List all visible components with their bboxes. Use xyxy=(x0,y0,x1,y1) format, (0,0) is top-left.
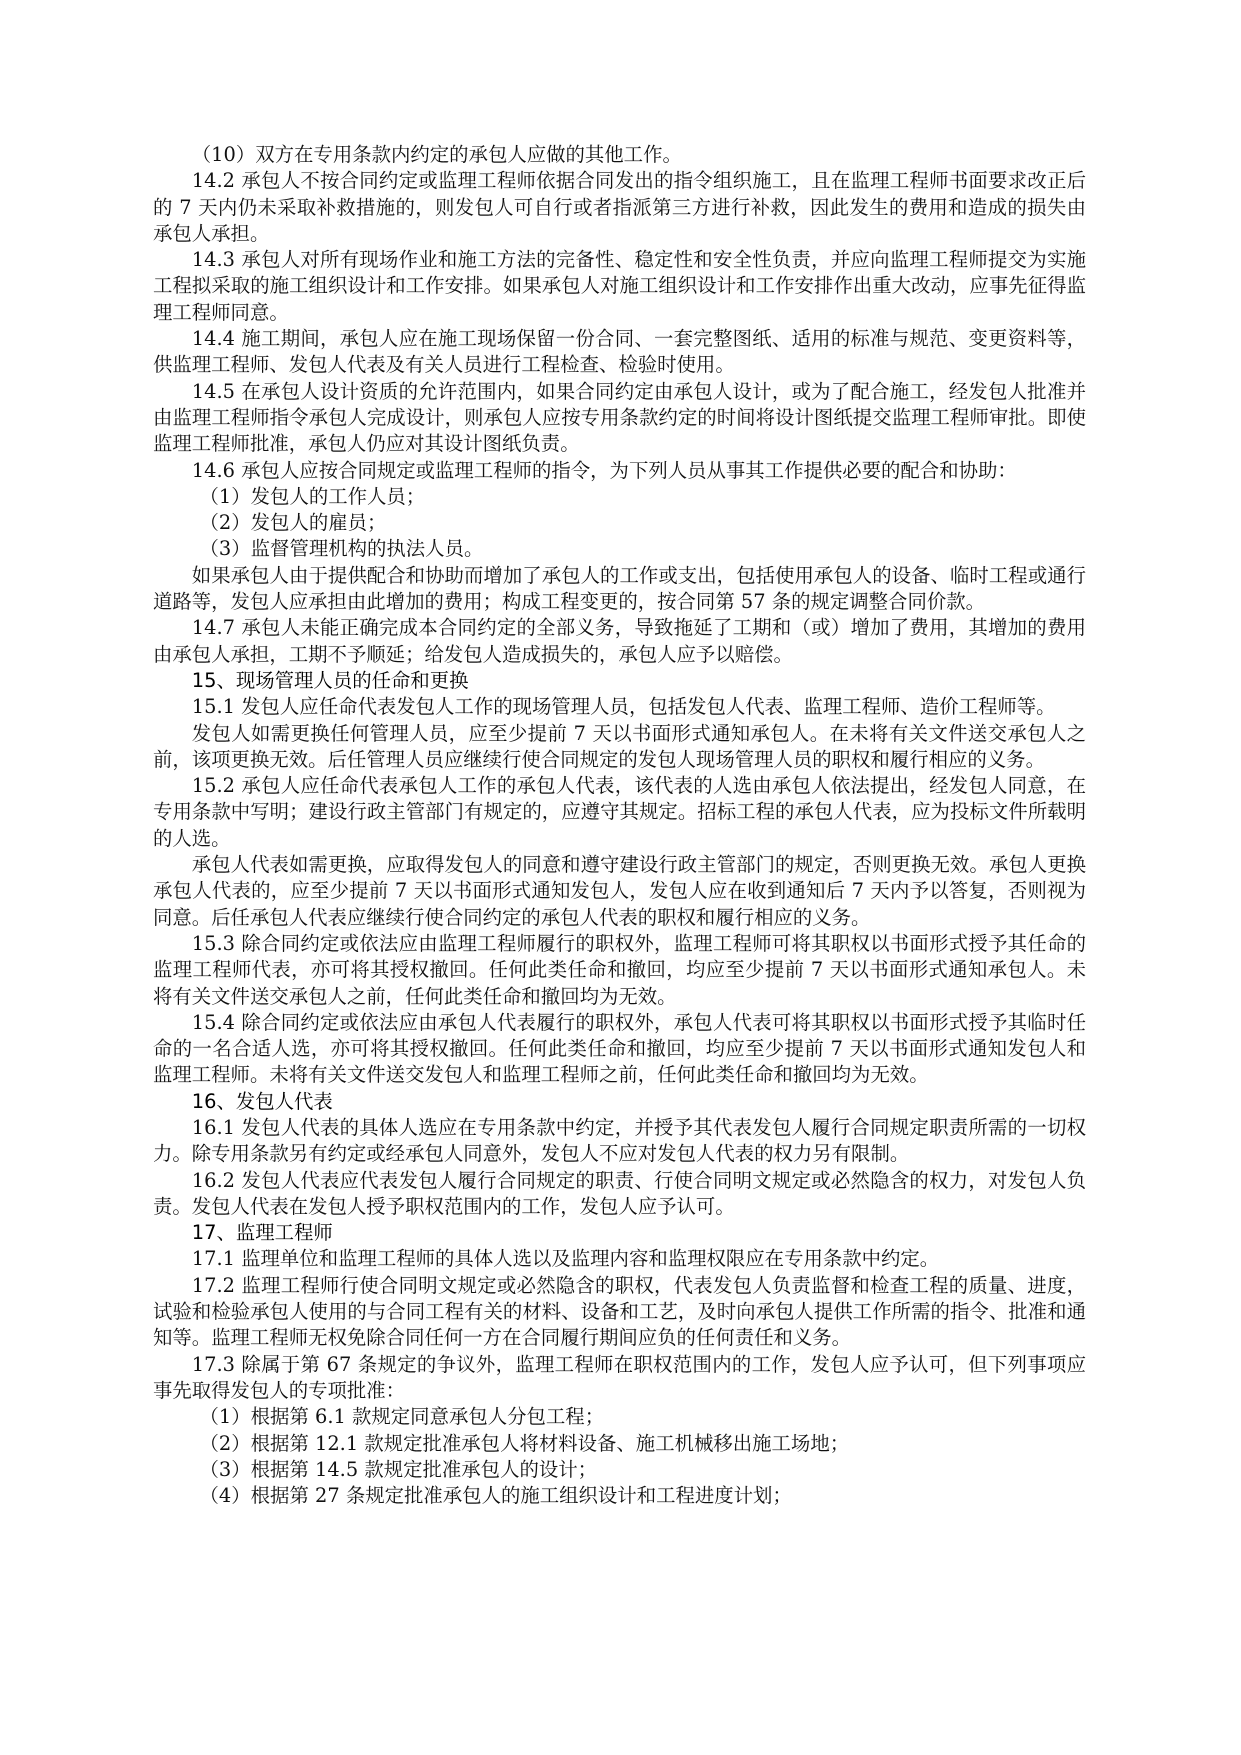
paragraph: 14.2 承包人不按合同约定或监理工程师依据合同发出的指令组织施工，且在监理工程师书面要求改正后的 7 天内仍未采取补救措施的，则发包人可自行或者指派第三方进行补救，因此发生的费用和造成的损失由承包人承担。 xyxy=(153,169,1086,245)
document-page xyxy=(153,142,1086,1509)
paragraph: 14.5 在承包人设计资质的允许范围内，如果合同约定由承包人设计，或为了配合施工，经发包人批准并由监理工程师指令承包人完成设计，则承包人应按专用条款约定的时间将设计图纸提交监理工程师审批。即使监理工程师批准，承包人仍应对其设计图纸负责。 xyxy=(153,379,1086,456)
list-item: （3）根据第 14.5 款规定批准承包人的设计； xyxy=(199,1457,598,1481)
list-item: （2）发包人的雇员； xyxy=(199,511,387,535)
paragraph: 15.3 除合同约定或依法应由监理工程师履行的职权外，监理工程师可将其职权以书面形式授予其任命的监理工程师代表，亦可将其授权撤回。任何此类任命和撤回，均应至少提前 7 天以书面形式通知承包人。未将有关文件送交承包人之前，任何此类任命和撤回均为无效。 xyxy=(153,931,1086,1008)
list-item: （3）监督管理机构的执法人员。 xyxy=(199,537,484,561)
paragraph: 17.3 除属于第 67 条规定的争议外，监理工程师在职权范围内的工作，发包人应予认可，但下列事项应事先取得发包人的专项批准： xyxy=(153,1352,1086,1402)
list-item: （1）发包人的工作人员； xyxy=(199,484,426,508)
paragraph: 14.4 施工期间，承包人应在施工现场保留一份合同、一套完整图纸、适用的标准与规范、变更资料等，供监理工程师、发包人代表及有关人员进行工程检查、检验时使用。 xyxy=(153,327,1086,377)
paragraph: 17.1 监理单位和监理工程师的具体人选以及监理内容和监理权限应在专用条款中约定。 xyxy=(191,1247,940,1271)
paragraph: 承包人代表如需更换，应取得发包人的同意和遵守建设行政主管部门的规定，否则更换无效。承包人更换承包人代表的，应至少提前 7 天以书面形式通知发包人，发包人应在收到通知后 7 天内予以答复，否则视为同意。后任承包人代表应继续行使合同约定的承包人代表的职权和履行相应的义务。 xyxy=(153,853,1086,929)
paragraph: 14.6 承包人应按合同规定或监理工程师的指令，为下列人员从事其工作提供必要的配合和协助： xyxy=(191,458,1017,482)
section-heading: 16、发包人代表 xyxy=(191,1089,333,1113)
paragraph: 15.2 承包人应任命代表承包人工作的承包人代表，该代表的人选由承包人依法提出，经发包人同意，在专用条款中写明；建设行政主管部门有规定的，应遵守其规定。招标工程的承包人代表，应为投标文件所载明的人选。 xyxy=(153,774,1086,850)
list-item: （1）根据第 6.1 款规定同意承包人分包工程； xyxy=(199,1405,605,1429)
paragraph: 16.1 发包人代表的具体人选应在专用条款中约定，并授予其代表发包人履行合同规定职责所需的一切权力。除专用条款另有约定或经承包人同意外，发包人不应对发包人代表的权力另有限制。 xyxy=(153,1115,1086,1166)
paragraph: （10）双方在专用条款内约定的承包人应做的其他工作。 xyxy=(191,143,682,166)
section-heading: 17、监理工程师 xyxy=(191,1221,333,1245)
section-heading: 15、现场管理人员的任命和更换 xyxy=(191,668,469,692)
paragraph: 14.3 承包人对所有现场作业和施工方法的完备性、稳定性和安全性负责，并应向监理工程师提交为实施工程拟采取的施工组织设计和工作安排。如果承包人对施工组织设计和工作安排作出重大改动，应事先征得监理工程师同意。 xyxy=(153,248,1086,324)
paragraph: 如果承包人由于提供配合和协助而增加了承包人的工作或支出，包括使用承包人的设备、临时工程或通行道路等，发包人应承担由此增加的费用；构成工程变更的，按合同第 57 条的规定调整合同价款。 xyxy=(153,563,1086,614)
list-item: （2）根据第 12.1 款规定批准承包人将材料设备、施工机械移出施工场地； xyxy=(199,1431,850,1455)
paragraph: 发包人如需更换任何管理人员，应至少提前 7 天以书面形式通知承包人。在未将有关文件送交承包人之前，该项更换无效。后任管理人员应继续行使合同规定的发包人现场管理人员的职权和履行相应的义务。 xyxy=(153,721,1086,771)
list-item: （4）根据第 27 条规定批准承包人的施工组织设计和工程进度计划； xyxy=(199,1484,792,1508)
paragraph: 17.2 监理工程师行使合同明文规定或必然隐含的职权，代表发包人负责监督和检查工程的质量、进度，试验和检验承包人使用的与合同工程有关的材料、设备和工艺，及时向承包人提供工作所需的指令、批准和通知等。监理工程师无权免除合同任何一方在合同履行期间应负的任何责任和义务。 xyxy=(153,1273,1086,1350)
paragraph: 16.2 发包人代表应代表发包人履行合同规定的职责、行使合同明文规定或必然隐含的权力，对发包人负责。发包人代表在发包人授予职权范围内的工作，发包人应予认可。 xyxy=(153,1168,1086,1218)
paragraph: 15.4 除合同约定或依法应由承包人代表履行的职权外，承包人代表可将其职权以书面形式授予其临时任命的一名合适人选，亦可将其授权撤回。任何此类任命和撤回，均应至少提前 7 天以书面形式通知发包人和监理工程师。未将有关文件送交发包人和监理工程师之前，任何此类任命和撤回均为无效。 xyxy=(153,1010,1086,1087)
paragraph: 15.1 发包人应任命代表发包人工作的现场管理人员，包括发包人代表、监理工程师、造价工程师等。 xyxy=(191,695,1056,719)
paragraph: 14.7 承包人未能正确完成本合同约定的全部义务，导致拖延了工期和（或）增加了费用，其增加的费用由承包人承担，工期不予顺延；给发包人造成损失的，承包人应予以赔偿。 xyxy=(153,616,1086,666)
